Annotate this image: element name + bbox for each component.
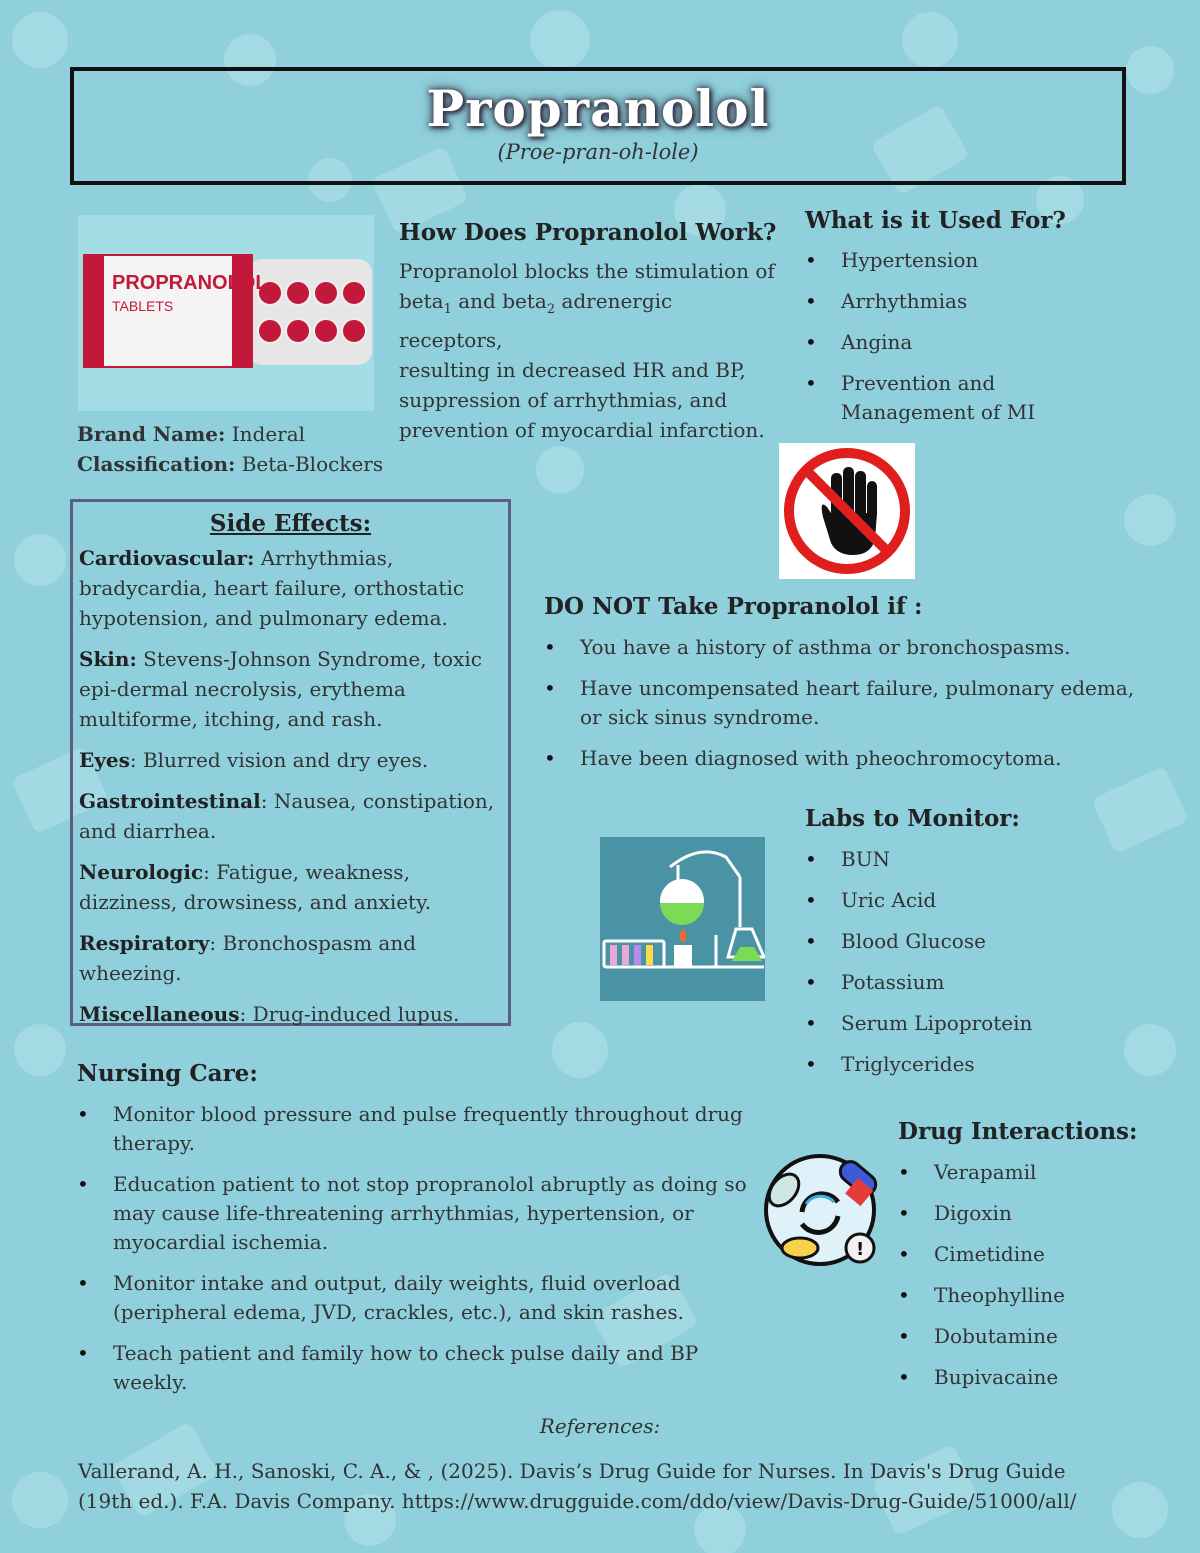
list-item: • Bupivacaine [898, 1363, 1158, 1392]
list-item: • You have a history of asthma or bronchospasms. [544, 633, 1144, 662]
pronunciation: (Proe-pran-oh-lole) [497, 140, 699, 164]
list-item: • Monitor blood pressure and pulse frequently throughout drug therapy. [77, 1100, 757, 1158]
pack-sub-text: TABLETS [112, 298, 174, 314]
used-for-list [805, 246, 1125, 427]
side-effect-item: Cardiovascular: Arrhythmias, bradycardia, heart failure, orthostatic hypotension, and pulmonary edema. [79, 546, 465, 630]
how-line-4: suppression of arrhythmias, and [399, 388, 728, 412]
how-line-3: resulting in decreased HR and BP, [399, 358, 746, 382]
how-it-works-text [399, 256, 779, 445]
side-effects-heading: Side Effects: [209, 510, 372, 537]
list-item: • Verapamil [898, 1158, 1158, 1187]
classification-row: Classification: Beta-Blockers [77, 452, 384, 476]
drug-interactions-section [898, 1118, 1158, 1404]
how-line-5: prevention of myocardial infarction. [399, 418, 765, 442]
used-for-section [805, 207, 1125, 439]
side-effect-item: Gastrointestinal: Nausea, constipation, and diarrhea. [79, 789, 495, 843]
list-item: • Serum Lipoprotein [805, 1009, 1125, 1038]
references-text: Vallerand, A. H., Sanoski, C. A., & , (2025). Davis’s Drug Guide for Nurses. In Davis's Drug Guide (19th ed.). F.A. Davis Company. https://www.drugguide.com/ddo/view/Davis-Drug-Guide/51000/all/ [78, 1459, 1077, 1513]
how-line-2: beta$_1$ and beta$_2$ adrenergic receptors, [399, 289, 673, 352]
list-item: • Have been diagnosed with pheochromocytoma. [544, 744, 1144, 773]
do-not-list [544, 633, 1144, 773]
list-item: • Hypertension [805, 246, 1125, 275]
list-item: • Arrhythmias [805, 287, 1125, 316]
tablet-pack-image [78, 215, 374, 411]
side-effect-item: Eyes: Blurred vision and dry eyes. [79, 748, 429, 772]
side-effect-item: Miscellaneous: Drug-induced lupus. [79, 1002, 460, 1026]
labs-heading: Labs to Monitor: [805, 805, 1020, 832]
list-item: • Teach patient and family how to check pulse daily and BP weekly. [77, 1339, 757, 1397]
nursing-care-list [77, 1100, 757, 1397]
svg-text:!: ! [856, 1239, 865, 1260]
page-title: Propranolol [426, 79, 770, 138]
do-not-section [544, 593, 1144, 785]
tablet-pack-illustration [78, 215, 374, 411]
list-item: • Cimetidine [898, 1240, 1158, 1269]
stop-hand-icon [779, 443, 915, 579]
how-it-works-heading: How Does Propranolol Work? [399, 219, 777, 246]
list-item: • BUN [805, 845, 1125, 874]
how-it-works-section [399, 219, 779, 445]
nursing-care-section [77, 1060, 757, 1409]
list-item: • Digoxin [898, 1199, 1158, 1228]
drug-interactions-heading: Drug Interactions: [898, 1118, 1138, 1145]
references-heading: References: [539, 1414, 661, 1438]
list-item: • Prevention and Management of MI [805, 369, 1125, 427]
side-effect-item: Respiratory: Bronchospasm and wheezing. [79, 931, 417, 985]
list-item: • Angina [805, 328, 1125, 357]
list-item: • Have uncompensated heart failure, pulmonary edema, or sick sinus syndrome. [544, 674, 1144, 732]
brand-name-row: Brand Name: Inderal [77, 422, 306, 446]
labs-list [805, 845, 1125, 1079]
list-item: • Dobutamine [898, 1322, 1158, 1351]
labs-section [805, 805, 1125, 1091]
used-for-heading: What is it Used For? [805, 207, 1066, 234]
lab-flask-icon [600, 837, 765, 1001]
list-item: • Uric Acid [805, 886, 1125, 915]
list-item: • Blood Glucose [805, 927, 1125, 956]
list-item: • Triglycerides [805, 1050, 1125, 1079]
do-not-heading: DO NOT Take Propranolol if : [544, 593, 923, 620]
list-item: • Monitor intake and output, daily weights, fluid overload (peripheral edema, JVD, crackles, etc.), and skin rashes. [77, 1269, 757, 1327]
title-box [70, 67, 1126, 185]
pack-brand-text: PROPRANOLOL [112, 272, 268, 294]
drug-interactions-list [898, 1158, 1158, 1392]
list-item: • Potassium [805, 968, 1125, 997]
list-item: • Education patient to not stop propranolol abruptly as doing so may cause life-threatening arrhythmias, hypertension, or myocardial ischemia. [77, 1170, 757, 1257]
how-line-1: Propranolol blocks the stimulation of [399, 259, 775, 283]
drug-interaction-icon [762, 1150, 882, 1270]
side-effect-item: Neurologic: Fatigue, weakness, dizziness, drowsiness, and anxiety. [79, 860, 432, 914]
brand-classification [77, 419, 397, 479]
side-effects-box [70, 499, 511, 1026]
list-item: • Theophylline [898, 1281, 1158, 1310]
side-effect-item: Skin: Stevens-Johnson Syndrome, toxic epi-dermal necrolysis, erythema multiforme, itching, and rash. [79, 647, 482, 731]
nursing-care-heading: Nursing Care: [77, 1060, 258, 1087]
